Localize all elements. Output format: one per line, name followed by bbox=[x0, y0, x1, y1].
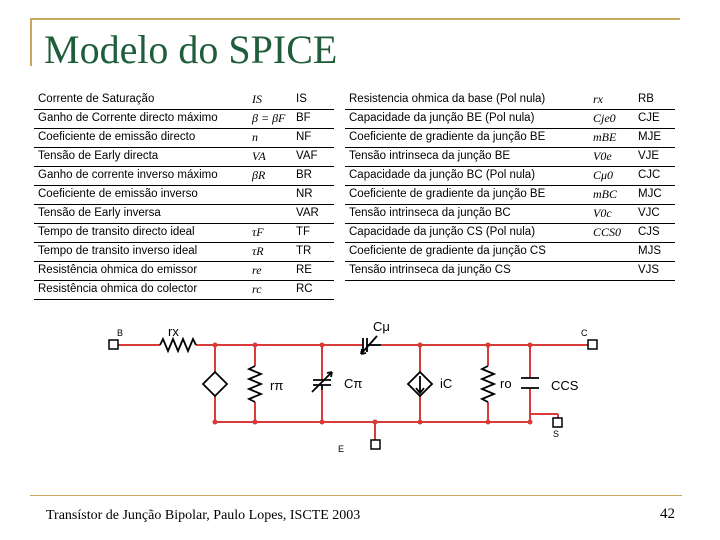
ro-label: ro bbox=[500, 376, 512, 391]
node-e-terminal bbox=[371, 440, 380, 449]
parameter-symbol: VA bbox=[252, 149, 266, 163]
parameter-description: Ganho de corrente inverso máximo bbox=[38, 169, 218, 181]
spice-parameters-right-table bbox=[345, 91, 675, 281]
right_table-row bbox=[345, 205, 675, 224]
c-pi-label: Cπ bbox=[344, 376, 363, 391]
parameter-symbol: V0c bbox=[593, 206, 612, 220]
parameter-description: Tensão de Early directa bbox=[38, 150, 159, 162]
parameter-description: Corrente de Saturação bbox=[38, 93, 155, 105]
spice-parameters-left-table bbox=[34, 91, 334, 300]
ro-resistor bbox=[482, 366, 494, 402]
rx-label: rx bbox=[168, 324, 179, 339]
parameter-description: Resistência ohmica do emissor bbox=[38, 264, 198, 276]
parameter-symbol: rc bbox=[252, 282, 262, 296]
right_table-row bbox=[345, 129, 675, 148]
parameter-description: Capacidade da junção BC (Pol nula) bbox=[349, 169, 536, 181]
node-e-label: E bbox=[338, 444, 345, 454]
left_table-row bbox=[34, 205, 334, 224]
rx-resistor bbox=[160, 339, 196, 351]
parameter-description: Coeficiente de emissão directo bbox=[38, 131, 196, 143]
small-signal-circuit bbox=[0, 300, 720, 460]
left_table-row bbox=[34, 262, 334, 281]
right_table-row bbox=[345, 243, 675, 262]
spice-parameter-name: VJS bbox=[638, 264, 660, 276]
parameter-symbol: τR bbox=[252, 244, 264, 258]
parameter-symbol: V0e bbox=[593, 149, 612, 163]
parameter-description: Ganho de Corrente directo máximo bbox=[38, 112, 218, 124]
left_table-row bbox=[34, 167, 334, 186]
spice-parameter-name: BF bbox=[296, 112, 311, 124]
parameter-description: Tempo de transito inverso ideal bbox=[38, 245, 198, 257]
page-number: 42 bbox=[660, 506, 675, 522]
node-b-terminal bbox=[109, 340, 118, 349]
left_table-row bbox=[34, 91, 334, 110]
parameter-description: Coeficiente de gradiente da junção BE bbox=[349, 188, 546, 200]
parameter-symbol: β = βF bbox=[252, 111, 286, 125]
footer-text: Transístor de Junção Bipolar, Paulo Lopes, ISCTE 2003 bbox=[46, 508, 361, 523]
spice-parameter-name: MJC bbox=[638, 188, 662, 200]
spice-parameter-name: CJE bbox=[638, 112, 660, 124]
spice-parameter-name: VAF bbox=[296, 150, 318, 162]
circuit-nodes bbox=[109, 340, 597, 449]
right_table-row bbox=[345, 186, 675, 205]
spice-parameter-name: VAR bbox=[296, 207, 319, 219]
right_table-row bbox=[345, 167, 675, 186]
left_table-row bbox=[34, 281, 334, 300]
parameter-description: Capacidade da junção CS (Pol nula) bbox=[349, 226, 536, 238]
spice-parameter-name: NR bbox=[296, 188, 313, 200]
parameter-description: Coeficiente de emissão inverso bbox=[38, 188, 198, 200]
right_table-row bbox=[345, 262, 675, 281]
node-b-label: B bbox=[117, 328, 124, 338]
parameter-symbol: re bbox=[252, 263, 262, 277]
spice-parameter-name: MJE bbox=[638, 131, 661, 143]
spice-parameter-name: RB bbox=[638, 93, 654, 105]
parameter-description: Capacidade da junção BE (Pol nula) bbox=[349, 112, 535, 124]
spice-parameter-name: BR bbox=[296, 169, 312, 181]
ic-label: iC bbox=[440, 376, 453, 391]
parameter-symbol: n bbox=[252, 130, 258, 144]
left_table-row bbox=[34, 110, 334, 129]
parameter-description: Resistência ohmica do colector bbox=[38, 283, 198, 295]
parameter-symbol: rx bbox=[593, 92, 603, 106]
right_table-row bbox=[345, 224, 675, 243]
spice-parameter-name: NF bbox=[296, 131, 312, 143]
node-c-label: C bbox=[581, 328, 588, 338]
c-cs-label: CCS bbox=[551, 378, 579, 393]
node-s-terminal bbox=[553, 418, 562, 427]
parameter-symbol: mBE bbox=[593, 130, 617, 144]
spice-parameter-name: CJS bbox=[638, 226, 660, 238]
parameter-description: Tempo de transito directo ideal bbox=[38, 226, 195, 238]
node-s-label: S bbox=[553, 429, 560, 439]
left_table-row bbox=[34, 243, 334, 262]
footer-rule bbox=[30, 495, 682, 496]
left_table-row bbox=[34, 224, 334, 243]
parameter-symbol: Cμ0 bbox=[593, 168, 614, 182]
right_table-row bbox=[345, 91, 675, 110]
title-frame-vertical bbox=[30, 18, 32, 66]
slide-title: Modelo do SPICE bbox=[44, 27, 338, 72]
spice-parameter-name: VJC bbox=[638, 207, 660, 219]
c-mu-label: Cμ bbox=[373, 319, 390, 334]
parameter-description: Tensão de Early inversa bbox=[38, 207, 161, 219]
parameter-description: Coeficiente de gradiente da junção BE bbox=[349, 131, 546, 143]
spice-parameter-name: TR bbox=[296, 245, 312, 257]
spice-parameter-name: RC bbox=[296, 283, 313, 295]
circuit-wires bbox=[117, 345, 590, 444]
c-mu-capacitor bbox=[361, 336, 381, 354]
spice-parameter-name: CJC bbox=[638, 169, 661, 181]
parameter-symbol: CCS0 bbox=[593, 225, 622, 239]
r-pi-label: rπ bbox=[270, 378, 284, 393]
left_table-row bbox=[34, 186, 334, 205]
right_table-row bbox=[345, 148, 675, 167]
parameter-symbol: βR bbox=[252, 168, 266, 182]
parameter-description: Tensão intrinseca da junção BC bbox=[349, 207, 511, 219]
parameter-symbol: Cje0 bbox=[593, 111, 616, 125]
parameter-description: Resistencia ohmica da base (Pol nula) bbox=[349, 93, 546, 105]
node-c-terminal bbox=[588, 340, 597, 349]
ic-current-source bbox=[408, 372, 432, 396]
c-cs-capacitor bbox=[521, 378, 539, 388]
spice-parameter-name: MJS bbox=[638, 245, 661, 257]
parameter-symbol: τF bbox=[252, 225, 264, 239]
spice-parameter-name: TF bbox=[296, 226, 311, 238]
parameter-symbol: mBC bbox=[593, 187, 617, 201]
parameter-description: Tensão intrinseca da junção CS bbox=[349, 264, 511, 276]
r-pi-resistor bbox=[249, 366, 261, 402]
parameter-symbol: IS bbox=[252, 92, 262, 106]
right_table-row bbox=[345, 110, 675, 129]
spice-parameter-name: IS bbox=[296, 93, 307, 105]
spice-parameter-name: RE bbox=[296, 264, 312, 276]
parameter-description: Coeficiente de gradiente da junção CS bbox=[349, 245, 546, 257]
left_table-row bbox=[34, 129, 334, 148]
title-frame-horizontal bbox=[30, 18, 680, 20]
left_table-row bbox=[34, 148, 334, 167]
parameter-description: Tensão intrinseca da junção BE bbox=[349, 150, 511, 162]
vbe-source-diamond bbox=[203, 372, 227, 396]
spice-parameter-name: VJE bbox=[638, 150, 660, 162]
